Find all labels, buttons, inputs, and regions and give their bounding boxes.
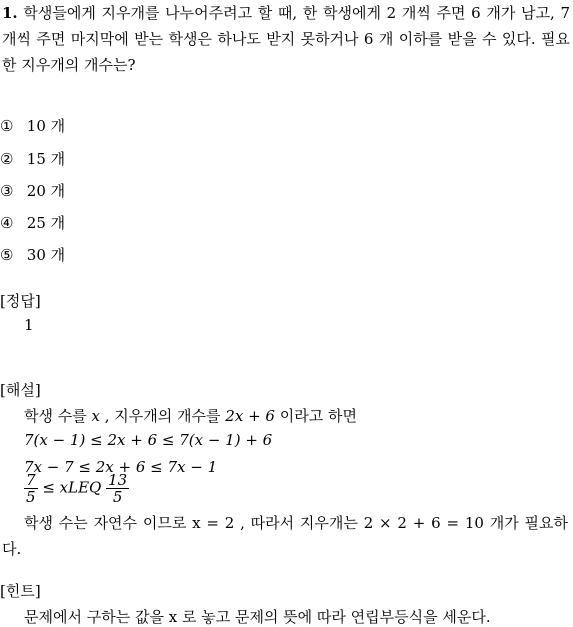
option-value: 15 개 bbox=[26, 150, 66, 168]
option-1[interactable] bbox=[0, 115, 65, 136]
option-mark: ② bbox=[0, 150, 14, 168]
explanation-label: [해설] bbox=[0, 381, 41, 399]
expression: 2x + 6 bbox=[225, 407, 275, 425]
option-value: 30 개 bbox=[26, 246, 66, 264]
option-value: 20 개 bbox=[26, 182, 66, 200]
option-value: 25 개 bbox=[26, 214, 66, 232]
explanation-text: 이라고 하면 bbox=[279, 407, 357, 425]
option-mark: ⑤ bbox=[0, 246, 14, 264]
explanation-text: 학생 수를 bbox=[24, 407, 87, 425]
option-4[interactable] bbox=[0, 212, 65, 233]
answer-value: 1 bbox=[24, 316, 34, 334]
option-mark: ① bbox=[0, 117, 14, 135]
option-value: 10 개 bbox=[26, 117, 66, 135]
option-mark: ③ bbox=[0, 182, 14, 200]
question bbox=[2, 0, 570, 78]
option-2[interactable] bbox=[0, 148, 65, 169]
inequality-3 bbox=[24, 472, 129, 505]
explanation-conclusion: 학생 수는 자연수 이므로 x = 2 , 따라서 지우개는 2 × 2 + 6 = 10 개가 필요하다. bbox=[2, 514, 568, 558]
answer-label: [정답] bbox=[0, 292, 41, 310]
question-number: 1. bbox=[2, 4, 18, 22]
hint-label: [힌트] bbox=[0, 582, 41, 600]
question-text: 학생들에게 지우개를 나누어주려고 할 때, 한 학생에게 2 개씩 주면 6 개가 남고, 7 개씩 주면 마지막에 받는 학생은 하나도 받지 못하거나 6 개 이하를 받을 수 있다. 필요한 지우개의 개수는? bbox=[2, 4, 570, 74]
inequality-middle: ≤ xLEQ bbox=[42, 478, 102, 497]
option-5[interactable] bbox=[0, 244, 65, 265]
explanation-line-1 bbox=[24, 405, 357, 426]
fraction-left: $\frac{7}{5}$ bbox=[26, 471, 36, 506]
inequality-2: 7x − 7 ≤ 2x + 6 ≤ 7x − 1 bbox=[24, 458, 218, 476]
option-mark: ④ bbox=[0, 214, 14, 232]
fraction-right: $\frac{13}{5}$ bbox=[108, 471, 128, 506]
option-3[interactable] bbox=[0, 180, 65, 201]
variable-x: x bbox=[91, 407, 100, 425]
inequality-1: 7(x − 1) ≤ 2x + 6 ≤ 7(x − 1) + 6 bbox=[24, 431, 273, 449]
hint-text: 문제에서 구하는 값을 x 로 놓고 문제의 뜻에 따라 연립부등식을 세운다. bbox=[24, 608, 491, 626]
explanation-text: , 지우개의 개수를 bbox=[104, 407, 221, 425]
